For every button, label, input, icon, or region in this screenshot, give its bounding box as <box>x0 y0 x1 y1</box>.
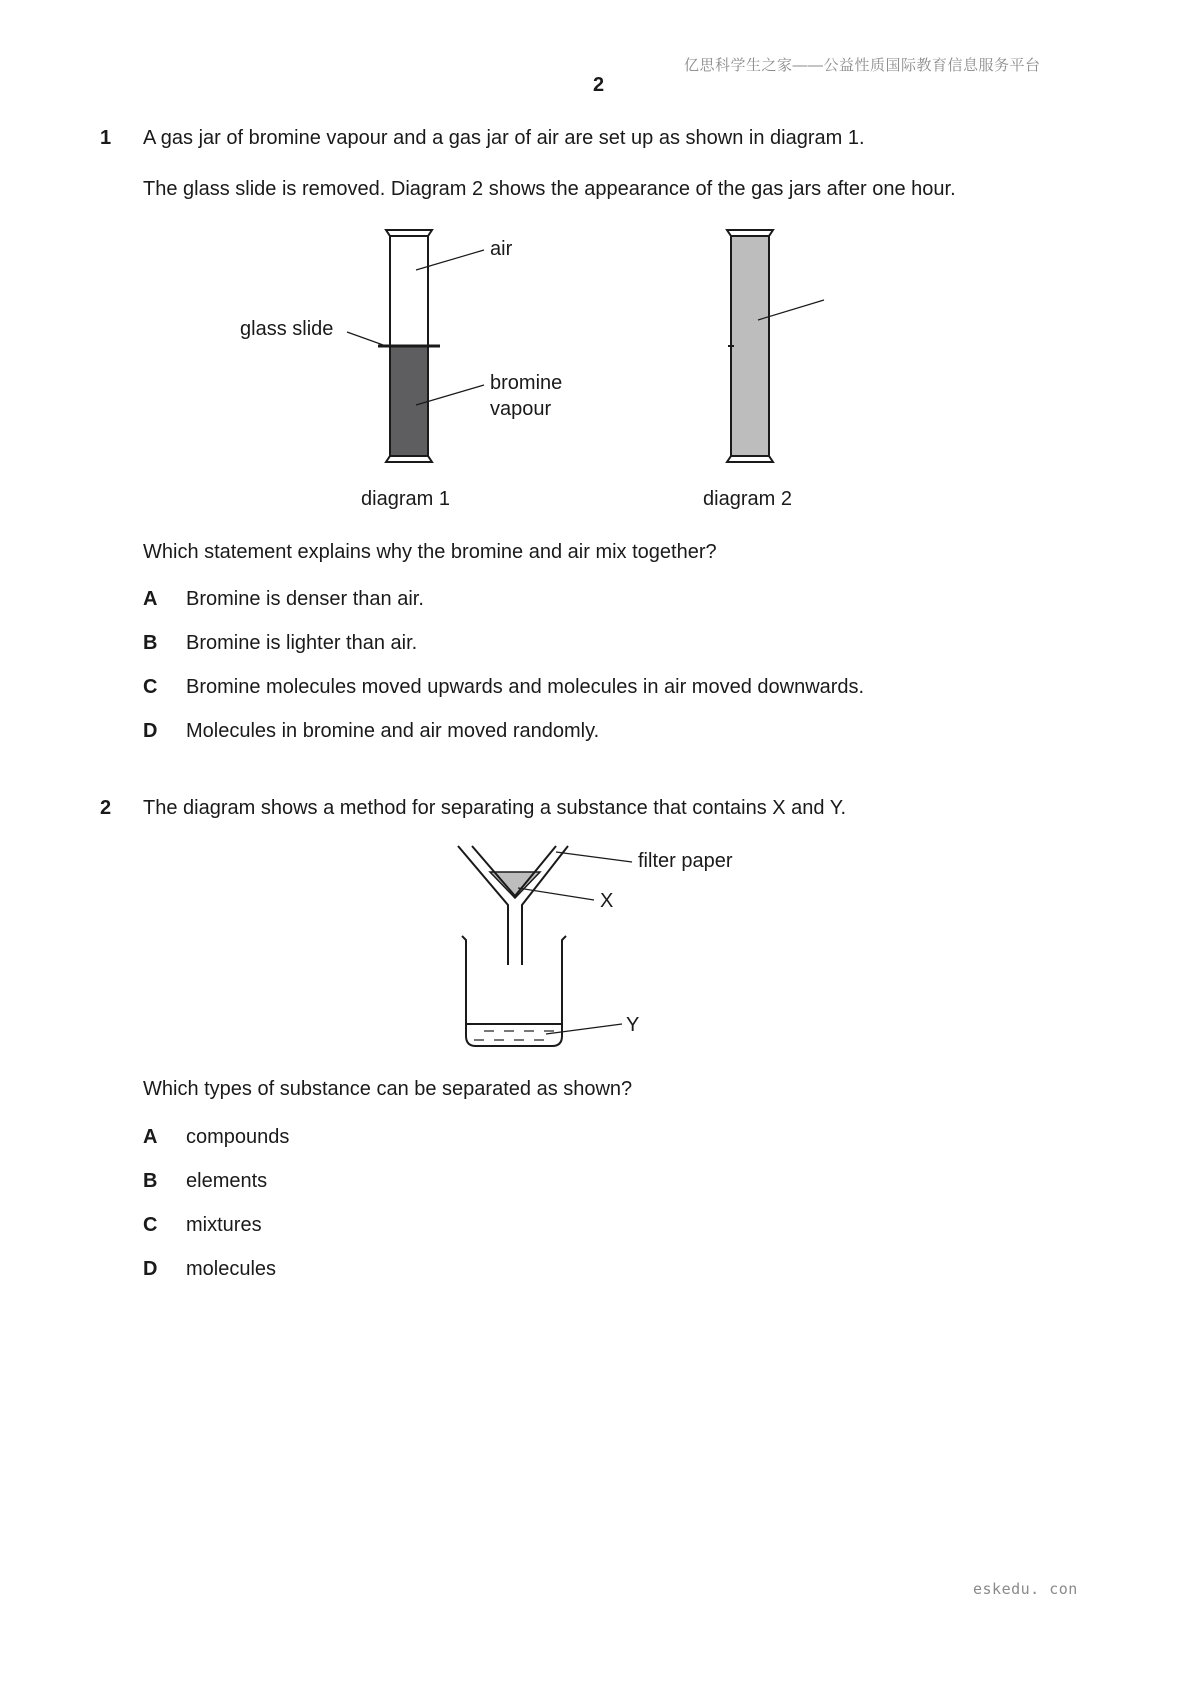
mixed-fill <box>731 236 769 456</box>
filtrate-y <box>474 1031 554 1040</box>
page-number: 2 <box>593 74 605 96</box>
caption-diagram-2: diagram 2 <box>703 488 792 510</box>
question-1-option-c-letter: C <box>143 676 158 698</box>
question-1-intro: A gas jar of bromine vapour and a gas jar of air are set up as shown in diagram 1. <box>143 127 865 149</box>
question-1-option-d-text: Molecules in bromine and air moved randomly. <box>186 720 600 742</box>
question-2-option-a-text: compounds <box>186 1126 290 1148</box>
question-1-option-c-text: Bromine molecules moved upwards and molecules in air moved downwards. <box>186 676 865 698</box>
question-2-intro: The diagram shows a method for separating a substance that contains X and Y. <box>143 797 847 819</box>
label-bromine-line2: vapour <box>490 398 552 420</box>
label-glass-slide: glass slide <box>240 318 334 340</box>
footer-watermark: eskedu. con <box>973 1580 1078 1598</box>
question-2-option-a-letter: A <box>143 1126 158 1148</box>
label-bromine-line1: bromine <box>490 372 563 394</box>
label-filter-paper: filter paper <box>638 850 733 872</box>
question-2-stem: Which types of substance can be separated as shown? <box>143 1078 633 1100</box>
question-2-number: 2 <box>100 797 112 819</box>
question-1-option-b-text: Bromine is lighter than air. <box>186 632 418 654</box>
question-1-number: 1 <box>100 127 112 149</box>
diagram-1-gas-jars <box>347 230 484 462</box>
question-2-option-b-letter: B <box>143 1170 158 1192</box>
question-2-option-d-text: molecules <box>186 1258 277 1280</box>
header-watermark: 亿思科学生之家——公益性质国际教育信息服务平台 <box>684 57 1041 74</box>
question-1-option-d-letter: D <box>143 720 158 742</box>
question-2-option-d-letter: D <box>143 1258 158 1280</box>
question-1-detail: The glass slide is removed. Diagram 2 shows the appearance of the gas jars after one hour. <box>143 178 956 200</box>
diagram-2-gas-jar <box>727 230 824 462</box>
question-1-option-b-letter: B <box>143 632 158 654</box>
filtration-diagram <box>458 846 632 1046</box>
question-1-stem: Which statement explains why the bromine and air mix together? <box>143 541 717 563</box>
bromine-fill <box>390 346 428 456</box>
label-air: air <box>490 238 513 260</box>
question-2-option-b-text: elements <box>186 1170 268 1192</box>
label-y: Y <box>626 1014 640 1036</box>
question-2-option-c-text: mixtures <box>186 1214 262 1236</box>
question-1-option-a-letter: A <box>143 588 158 610</box>
label-x: X <box>600 890 614 912</box>
question-2-option-c-letter: C <box>143 1214 158 1236</box>
question-1-option-a-text: Bromine is denser than air. <box>186 588 424 610</box>
caption-diagram-1: diagram 1 <box>361 488 450 510</box>
